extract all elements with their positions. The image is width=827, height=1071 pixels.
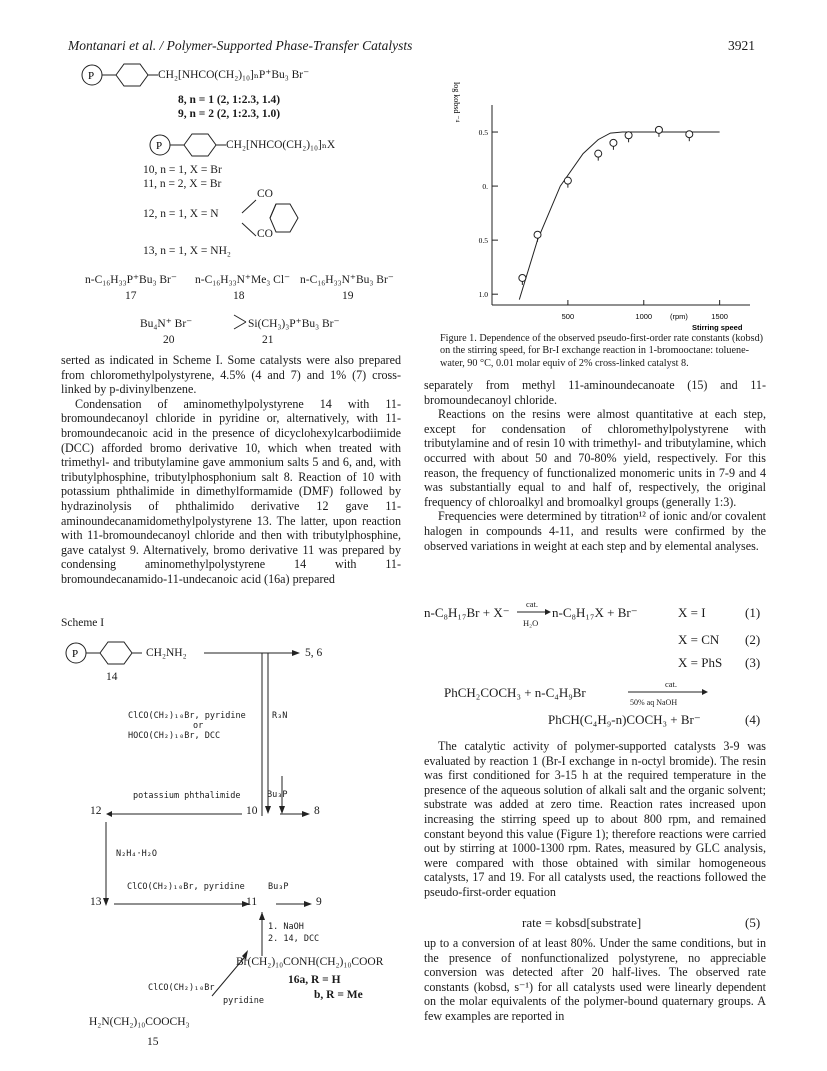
scheme-title: Scheme I [61, 617, 105, 629]
scheme-r3n: R₃N [272, 711, 288, 721]
y-axis-label: log kobsd ⁻⁴ [452, 82, 461, 123]
x-axis-label: Stirring speed [692, 323, 743, 332]
scheme-pyridine: pyridine [223, 996, 264, 1006]
scheme-5-6: 5, 6 [305, 647, 323, 659]
scheme-13: 13 [90, 896, 102, 908]
scheme-phthalimide: potassium phthalimide [133, 791, 241, 801]
number-19: 19 [342, 290, 354, 302]
figure-caption: Figure 1. Dependence of the observed pseudo-first-order rate constants (kobsd) on the stirring speed, for Br-I exchange reaction in 1-bromooctane: toluene-water, 90 °C, 0.01 molar equiv of 2% cross-linked catalyst 8. [440, 333, 764, 369]
data-point [564, 177, 571, 184]
eq1-left: n-C₈H₁₇Br + X⁻ [424, 605, 510, 620]
structure-1-line1: 8, n = 1 (2, 1:2.3, 1.4) [178, 94, 281, 106]
right-paragraph-5: up to a conversion of at least 80%. Under the same conditions, but in the presence of nonfunctionalized polystyrene, no appreciable conversion was detected after 20 half-lives. The observed rate constants (kobsd, s⁻¹) for all catalysts used were linearly dependent on the molar equivalents of the polymer-bound quaternary groups. A few examples are reported in [424, 936, 766, 1023]
data-point [655, 126, 662, 133]
scheme-hydrazine: N₂H₄·H₂O [116, 849, 157, 859]
y-tick-label: 1.0 [478, 290, 488, 300]
eq4-naoh: 50% aq NaOH [630, 698, 678, 707]
data-point [595, 150, 602, 157]
scheme-bu3p-b: Bu₃P [268, 882, 289, 892]
scheme-ch2nh2: CH₂NH₂ [146, 647, 187, 659]
right-column-text-2 [424, 739, 766, 900]
scheme-9: 9 [316, 896, 322, 908]
scheme-diagram [62, 636, 402, 1046]
scheme-bu3p-a: Bu₃P [267, 790, 288, 800]
compound-20: Bu₄N⁺ Br⁻ [140, 318, 193, 330]
figure-1-chart [440, 60, 770, 340]
scheme-br-chain: Br(CH₂)₁₀CONH(CH₂)₁₀COOR [236, 956, 384, 968]
number-17: 17 [125, 290, 137, 302]
left-column-text [61, 353, 401, 587]
p-label-2: P [156, 140, 163, 152]
structure-2-line3: 12, n = 1, X = N [143, 208, 219, 220]
co-label-upper: CO [257, 188, 273, 200]
p-label-1: P [88, 70, 95, 82]
eq5-number: (5) [745, 915, 761, 930]
eq2-x: X = CN [678, 632, 720, 647]
data-point [519, 274, 526, 281]
number-21: 21 [262, 334, 274, 346]
data-point [534, 231, 541, 238]
eq1-x: X = I [678, 605, 706, 620]
scheme-10: 10 [246, 805, 258, 817]
x-unit: (rpm) [670, 312, 688, 321]
running-title: Montanari et al. / Polymer-Supported Phase-Transfer Catalysts [68, 38, 413, 53]
eq1-arrow [517, 609, 551, 615]
left-paragraph-2: Condensation of aminomethylpolystyrene 14 with 11-bromoundecanoyl chloride in pyridine or, alternatively, with 11-bromoundecanoic acid in the presence of dicyclohexylcarbodiimide (DCC) afforded bromo derivative 10, which when treated with trimethyl- and tributylamine gave ammonium salts 5 and 6, and, with tributylphosphine, tributylphosphonium salt 8. Reaction of 10 with potassium phthalimide in dimethylformamide (DMF) followed by hydrazinolysis of phthalimido derivative 12 gave 11-aminoundecanamidomethylpolystyrene 13. The latter, upon reaction with 11-bromoundecanoyl chloride and then with tributylphosphine, gave catalyst 9. Alternatively, bromo derivative 11 was prepared by condensing aminomethylpolystyrene 14 with 11-bromoundecanamido-11-undecanoic acid (16a) prepared [61, 396, 401, 586]
structure-1-tail: CH₂[NHCO(CH₂)₁₀]ₙP⁺Bu₃ Br⁻ [158, 69, 310, 81]
eq1-h2o: H₂O [523, 618, 539, 628]
scheme-h2n: H₂N(CH₂)₁₀COOCH₃ [89, 1016, 190, 1028]
eq4-left: PhCH₂COCH₃ + n-C₄H₉Br [444, 685, 586, 700]
eq2-number: (2) [745, 632, 761, 647]
eq1-right: n-C₈H₁₇X + Br⁻ [552, 605, 638, 620]
benzene-ring-1 [116, 64, 148, 86]
scheme-11: 11 [246, 896, 258, 908]
co-label-lower: CO [257, 228, 273, 240]
scheme-16b: b, R = Me [314, 989, 363, 1001]
scheme-12: 12 [90, 805, 102, 817]
x-tick-label: 1000 [635, 312, 653, 321]
eq4-right: PhCH(C₄H₉-n)COCH₃ + Br⁻ [548, 712, 701, 727]
scheme-8: 8 [314, 805, 320, 817]
eq4-number: (4) [745, 712, 761, 727]
structure-2-tail: CH₂[NHCO(CH₂)₁₀]ₙX [226, 139, 336, 151]
fit-curve [519, 132, 719, 300]
eq4-arrow [628, 689, 708, 695]
structure-1-line2: 9, n = 2 (2, 1:2.3, 1.0) [178, 108, 281, 120]
scheme-reagent-2: HOCO(CH₂)₁₀Br, DCC [128, 731, 221, 741]
data-point [625, 132, 632, 139]
right-paragraph-4: The catalytic activity of polymer-supported catalysts 3-9 was evaluated by reaction 1 (Br-I exchange in n-octyl bromide). The resin was first conditioned for 3-15 h at the required temperature in the presence of the aqueous solution of alkali salt and the organic solvent; substrate was added at zero time. Reaction rates increased upon increasing the stirring speed up to about 800 rpm, and remained constant beyond this value (Figure 1); therefore reactions were carried out by stirring at 1000-1300 rpm. Rates, measured by GLC analysis, were compared with those obtained with similar homogeneous catalysts, 17 and 19. For all catalysts used, the reactions followed the pseudo-first-order equation [424, 739, 766, 899]
y-tick-label: 0.5 [478, 236, 488, 246]
scheme-16a: 16a, R = H [288, 974, 341, 986]
right-paragraph-1: separately from methyl 11-aminoundecanoate (15) and 11-bromoundecanoyl chloride. [424, 378, 766, 407]
scheme-p-label: P [72, 648, 79, 660]
compound-21: Si(CH₃)₃P⁺Bu₃ Br⁻ [248, 318, 340, 330]
right-paragraph-2: Reactions on the resins were almost quantitative at each step, except for condensation of chloromethylpolystyrene with tributylamine and of resin 10 with trimethyl- and tributylamine, which occurred with about 50 and 70-80% yield, respectively. For this reason, the frequency of functionalized monomeric units in 7-9 and 4 was substantially equal to and half of, respectively, the original frequency of chloroalkyl and bromoalkyl groups (generally 1:3). [424, 407, 766, 509]
data-point [686, 131, 693, 138]
right-column-text-1 [424, 378, 766, 553]
x-tick-label: 1500 [711, 312, 728, 321]
structure-2-line2: 11, n = 2, X = Br [143, 178, 222, 190]
page-number: 3921 [728, 38, 755, 53]
structure-2-line1: 10, n = 1, X = Br [143, 164, 222, 176]
eq3-number: (3) [745, 655, 761, 670]
eq1-cat: cat. [526, 599, 539, 609]
compound-18: n-C₁₆H₃₃N⁺Me₃ Cl⁻ [195, 274, 291, 286]
number-18: 18 [233, 290, 245, 302]
structure-2-line4: 13, n = 1, X = NH₂ [143, 245, 231, 257]
number-20: 20 [163, 334, 175, 346]
right-paragraph-3: Frequencies were determined by titration¹² of ionic and/or covalent halogen in compounds 4-11, and results were confirmed by the observed variations in weight at each step and by elemental analyses. [424, 509, 766, 553]
y-tick-label: 0. [482, 182, 488, 192]
eq3-x: X = PhS [678, 655, 723, 670]
scheme-dcc: 2. 14, DCC [268, 934, 320, 944]
scheme-or: or [193, 721, 204, 731]
eq4-cat: cat. [665, 679, 678, 689]
scheme-15: 15 [147, 1036, 159, 1048]
right-column-text-3 [424, 936, 766, 1024]
scheme-reagent-3: ClCO(CH₂)₁₀Br, pyridine [127, 882, 245, 892]
scheme-naoh: 1. NaOH [268, 922, 304, 932]
scheme-14: 14 [106, 671, 118, 683]
eq5: rate = kobsd[substrate] [522, 915, 642, 930]
left-paragraph-1: serted as indicated in Scheme I. Some catalysts were also prepared from chloromethylpolystyrene, 4.5% (4 and 7) and 1% (7) cross-linked by p-divinylbenzene. [61, 353, 401, 397]
scheme-benzene [100, 642, 132, 664]
data-point [610, 139, 617, 146]
x-tick-label: 500 [561, 312, 575, 321]
scheme-reagent-1: ClCO(CH₂)₁₀Br, pyridine [128, 711, 246, 721]
compound-17: n-C₁₆H₃₃P⁺Bu₃ Br⁻ [85, 274, 177, 286]
eq1-number: (1) [745, 605, 761, 620]
scheme-reagent-4: ClCO(CH₂)₁₀Br [148, 983, 215, 993]
compound-19: n-C₁₆H₃₃N⁺Bu₃ Br⁻ [300, 274, 394, 286]
y-tick-label: 0.5 [478, 128, 488, 138]
benzene-ring-2 [184, 134, 216, 156]
